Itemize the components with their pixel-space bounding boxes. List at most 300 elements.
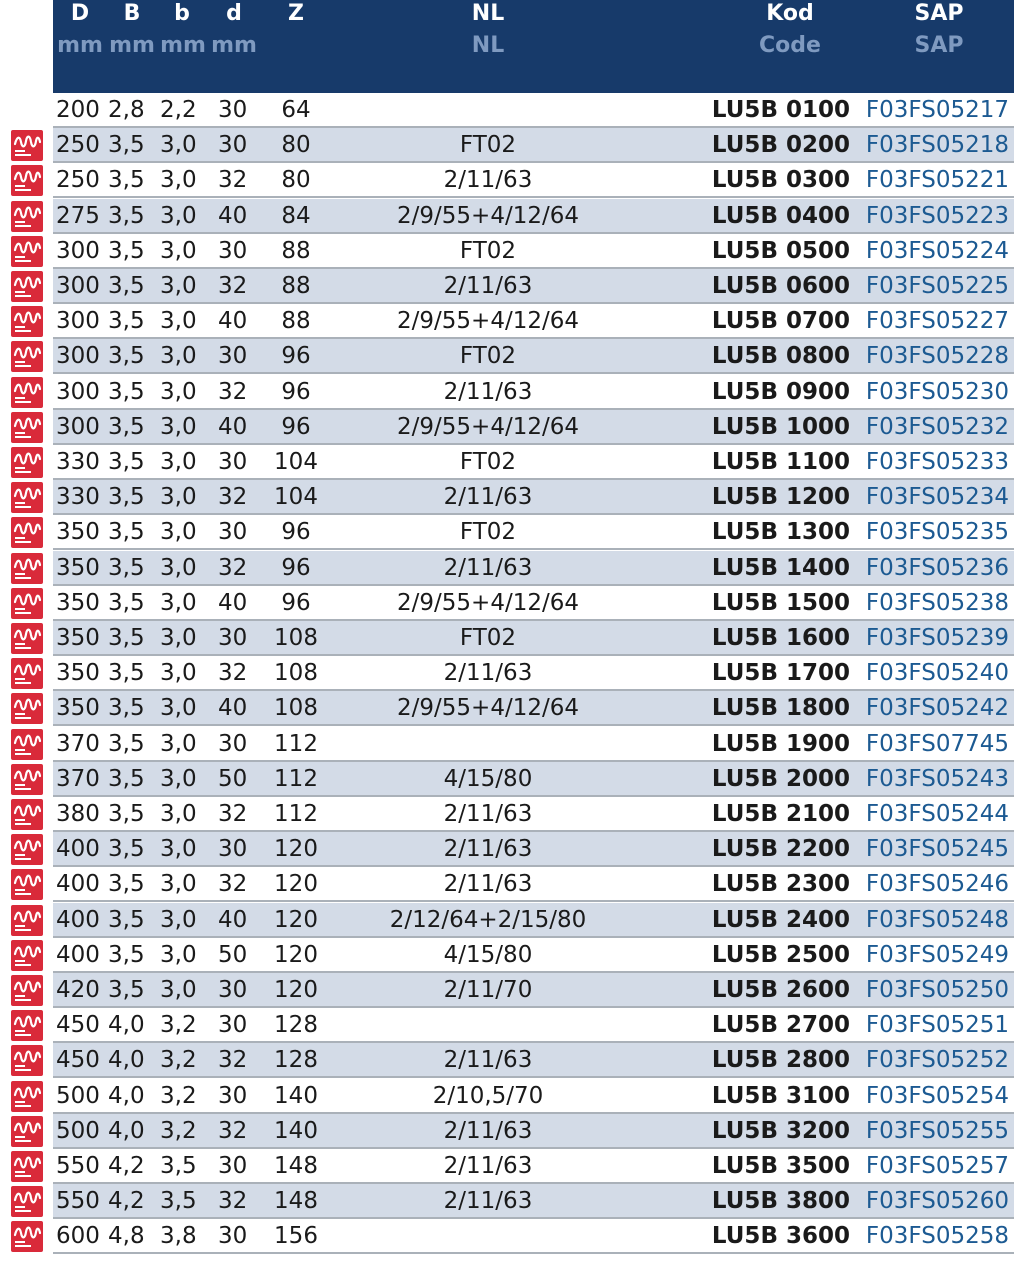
teeth-cell: 108 bbox=[274, 625, 318, 651]
anti-vibration-wave-icon bbox=[11, 517, 43, 548]
anti-vibration-wave-icon bbox=[11, 1186, 43, 1217]
body-thickness-cell: 3,0 bbox=[160, 554, 197, 581]
body-thickness-cell: 3,0 bbox=[160, 906, 197, 933]
anti-vibration-wave-icon bbox=[11, 201, 43, 232]
teeth-cell: 112 bbox=[274, 730, 318, 757]
code-cell: LU5B 3800 bbox=[711, 1188, 850, 1215]
table-row bbox=[53, 551, 1014, 586]
teeth-cell: 80 bbox=[281, 167, 311, 194]
code-cell: LU5B 2300 bbox=[711, 871, 850, 898]
bore-cell: 32 bbox=[218, 378, 248, 405]
bore-cell: 32 bbox=[218, 1047, 248, 1074]
anti-vibration-wave-icon bbox=[11, 975, 43, 1006]
pinholes-cell: 2/11/70 bbox=[443, 977, 533, 1003]
sap-cell: F03FS05257 bbox=[865, 1153, 1009, 1179]
body-thickness-cell: 3,0 bbox=[160, 765, 197, 792]
pinholes-cell: 2/11/63 bbox=[443, 1188, 533, 1215]
diameter-cell: 330 bbox=[56, 484, 100, 511]
table-row bbox=[53, 586, 1014, 621]
width-cell: 2,8 bbox=[108, 97, 145, 123]
bore-cell: 30 bbox=[218, 97, 248, 123]
width-cell: 4,0 bbox=[108, 1012, 145, 1039]
header-label-D: D bbox=[70, 1, 90, 26]
sap-cell: F03FS05224 bbox=[865, 237, 1009, 264]
body-thickness-cell: 3,2 bbox=[160, 1082, 197, 1109]
header-label-B: B bbox=[123, 1, 141, 26]
teeth-cell: 120 bbox=[274, 906, 318, 933]
sap-cell: F03FS05236 bbox=[865, 554, 1009, 581]
code-cell: LU5B 3100 bbox=[711, 1082, 850, 1109]
sap-cell: F03FS05239 bbox=[865, 625, 1009, 651]
sap-cell: F03FS05238 bbox=[865, 589, 1009, 616]
body-thickness-cell: 3,0 bbox=[160, 132, 197, 159]
pinholes-cell: 2/11/63 bbox=[443, 273, 533, 299]
diameter-cell: 400 bbox=[56, 836, 100, 863]
table-row bbox=[53, 1149, 1014, 1184]
teeth-cell: 88 bbox=[281, 237, 311, 264]
sap-cell: F03FS05243 bbox=[865, 765, 1009, 792]
code-cell: LU5B 2000 bbox=[711, 765, 850, 792]
diameter-cell: 380 bbox=[56, 801, 100, 827]
code-cell: LU5B 1400 bbox=[711, 554, 850, 581]
table-row bbox=[53, 1114, 1014, 1149]
diameter-cell: 250 bbox=[56, 132, 100, 159]
bore-cell: 40 bbox=[218, 413, 248, 440]
width-cell: 3,5 bbox=[108, 413, 145, 440]
code-cell: LU5B 2700 bbox=[711, 1012, 850, 1039]
row-divider bbox=[53, 1252, 1014, 1254]
bore-cell: 32 bbox=[218, 660, 248, 687]
anti-vibration-wave-icon bbox=[11, 447, 43, 478]
teeth-cell: 120 bbox=[274, 871, 318, 898]
anti-vibration-wave-icon bbox=[11, 1116, 43, 1147]
code-cell: LU5B 3600 bbox=[711, 1223, 850, 1250]
bore-cell: 30 bbox=[218, 237, 248, 264]
bore-cell: 40 bbox=[218, 695, 248, 722]
pinholes-cell: FT02 bbox=[459, 343, 517, 370]
body-thickness-cell: 3,0 bbox=[160, 343, 197, 370]
header-label-b: b bbox=[174, 1, 190, 26]
sap-cell: F03FS05246 bbox=[865, 871, 1009, 898]
sap-cell: F03FS05233 bbox=[865, 449, 1009, 475]
anti-vibration-wave-icon bbox=[11, 1081, 43, 1112]
pinholes-cell bbox=[353, 1008, 623, 1043]
pinholes-cell: 2/9/55+4/12/64 bbox=[397, 308, 579, 335]
bore-cell: 30 bbox=[218, 449, 248, 475]
code-cell: LU5B 0700 bbox=[711, 308, 850, 335]
table-row bbox=[53, 1043, 1014, 1078]
sap-cell: F03FS05218 bbox=[865, 132, 1009, 159]
bore-cell: 40 bbox=[218, 202, 248, 229]
code-cell: LU5B 3500 bbox=[711, 1153, 850, 1179]
sap-cell: F03FS05258 bbox=[865, 1223, 1009, 1250]
width-cell: 4,0 bbox=[108, 1082, 145, 1109]
body-thickness-cell: 3,0 bbox=[160, 449, 197, 475]
diameter-cell: 300 bbox=[56, 343, 100, 370]
body-thickness-cell: 3,0 bbox=[160, 589, 197, 616]
code-cell: LU5B 3200 bbox=[711, 1117, 850, 1144]
width-cell: 3,5 bbox=[108, 378, 145, 405]
table-row bbox=[53, 410, 1014, 445]
header-label-kod: Kod bbox=[766, 1, 814, 26]
teeth-cell: 148 bbox=[274, 1188, 318, 1215]
table-row bbox=[53, 375, 1014, 410]
code-cell: LU5B 0800 bbox=[711, 343, 850, 370]
table-row bbox=[53, 797, 1014, 832]
bore-cell: 32 bbox=[218, 801, 248, 827]
code-cell: LU5B 0400 bbox=[711, 202, 850, 229]
diameter-cell: 600 bbox=[56, 1223, 100, 1250]
diameter-cell: 330 bbox=[56, 449, 100, 475]
code-cell: LU5B 1900 bbox=[711, 730, 850, 757]
teeth-cell: 108 bbox=[274, 660, 318, 687]
width-cell: 3,5 bbox=[108, 695, 145, 722]
body-thickness-cell: 3,0 bbox=[160, 202, 197, 229]
table-row bbox=[53, 621, 1014, 656]
sap-cell: F03FS05217 bbox=[865, 97, 1009, 123]
code-cell: LU5B 1000 bbox=[711, 413, 850, 440]
pinholes-cell bbox=[353, 1219, 623, 1254]
teeth-cell: 96 bbox=[281, 589, 311, 616]
sap-cell: F03FS05232 bbox=[865, 413, 1009, 440]
header-unit-D: mm bbox=[57, 33, 103, 58]
diameter-cell: 400 bbox=[56, 871, 100, 898]
code-cell: LU5B 1300 bbox=[711, 519, 850, 546]
body-thickness-cell: 3,0 bbox=[160, 625, 197, 651]
diameter-cell: 275 bbox=[56, 202, 100, 229]
body-thickness-cell: 2,2 bbox=[160, 97, 197, 123]
teeth-cell: 128 bbox=[274, 1047, 318, 1074]
bore-cell: 32 bbox=[218, 1188, 248, 1215]
width-cell: 3,5 bbox=[108, 167, 145, 194]
sap-cell: F03FS05251 bbox=[865, 1012, 1009, 1039]
diameter-cell: 420 bbox=[56, 977, 100, 1003]
bore-cell: 40 bbox=[218, 589, 248, 616]
diameter-cell: 550 bbox=[56, 1188, 100, 1215]
sap-cell: F03FS05244 bbox=[865, 801, 1009, 827]
teeth-cell: 148 bbox=[274, 1153, 318, 1179]
pinholes-cell: 2/11/63 bbox=[443, 836, 533, 863]
anti-vibration-wave-icon bbox=[11, 905, 43, 936]
anti-vibration-wave-icon bbox=[11, 1151, 43, 1182]
code-cell: LU5B 0500 bbox=[711, 237, 850, 264]
bore-cell: 30 bbox=[218, 343, 248, 370]
diameter-cell: 450 bbox=[56, 1012, 100, 1039]
table-row bbox=[53, 1079, 1014, 1114]
header-unit-b: mm bbox=[160, 33, 206, 58]
bore-cell: 30 bbox=[218, 1082, 248, 1109]
bore-cell: 32 bbox=[218, 554, 248, 581]
width-cell: 4,2 bbox=[108, 1153, 145, 1179]
anti-vibration-wave-icon bbox=[11, 306, 43, 337]
pinholes-cell: 2/11/63 bbox=[443, 1117, 533, 1144]
diameter-cell: 350 bbox=[56, 660, 100, 687]
pinholes-cell: 2/9/55+4/12/64 bbox=[397, 413, 579, 440]
width-cell: 3,5 bbox=[108, 836, 145, 863]
width-cell: 3,5 bbox=[108, 871, 145, 898]
width-cell: 3,5 bbox=[108, 202, 145, 229]
sap-cell: F03FS05225 bbox=[865, 273, 1009, 299]
code-cell: LU5B 2400 bbox=[711, 906, 850, 933]
code-cell: LU5B 1200 bbox=[711, 484, 850, 511]
body-thickness-cell: 3,0 bbox=[160, 941, 197, 968]
diameter-cell: 350 bbox=[56, 554, 100, 581]
teeth-cell: 96 bbox=[281, 378, 311, 405]
sap-cell: F03FS05228 bbox=[865, 343, 1009, 370]
diameter-cell: 500 bbox=[56, 1082, 100, 1109]
bore-cell: 32 bbox=[218, 167, 248, 194]
pinholes-cell: FT02 bbox=[459, 449, 517, 475]
body-thickness-cell: 3,2 bbox=[160, 1117, 197, 1144]
width-cell: 3,5 bbox=[108, 237, 145, 264]
bore-cell: 30 bbox=[218, 836, 248, 863]
anti-vibration-wave-icon bbox=[11, 271, 43, 302]
body-thickness-cell: 3,0 bbox=[160, 308, 197, 335]
body-thickness-cell: 3,0 bbox=[160, 695, 197, 722]
pinholes-cell bbox=[353, 93, 623, 128]
bore-cell: 40 bbox=[218, 308, 248, 335]
width-cell: 4,0 bbox=[108, 1047, 145, 1074]
table-row bbox=[53, 128, 1014, 163]
anti-vibration-wave-icon bbox=[11, 165, 43, 196]
table-row bbox=[53, 445, 1014, 480]
table-row bbox=[53, 973, 1014, 1008]
pinholes-cell bbox=[353, 727, 623, 762]
table-row bbox=[53, 656, 1014, 691]
table-row bbox=[53, 339, 1014, 374]
diameter-cell: 550 bbox=[56, 1153, 100, 1179]
body-thickness-cell: 3,5 bbox=[160, 1188, 197, 1215]
sap-cell: F03FS05242 bbox=[865, 695, 1009, 722]
width-cell: 3,5 bbox=[108, 343, 145, 370]
bore-cell: 30 bbox=[218, 730, 248, 757]
anti-vibration-wave-icon bbox=[11, 236, 43, 267]
teeth-cell: 120 bbox=[274, 977, 318, 1003]
sap-cell: F03FS05227 bbox=[865, 308, 1009, 335]
teeth-cell: 80 bbox=[281, 132, 311, 159]
pinholes-cell: FT02 bbox=[459, 519, 517, 546]
table-row bbox=[53, 163, 1014, 198]
width-cell: 4,8 bbox=[108, 1223, 145, 1250]
width-cell: 3,5 bbox=[108, 660, 145, 687]
body-thickness-cell: 3,0 bbox=[160, 871, 197, 898]
teeth-cell: 88 bbox=[281, 273, 311, 299]
bore-cell: 32 bbox=[218, 1117, 248, 1144]
pinholes-cell: 2/11/63 bbox=[443, 378, 533, 405]
table-row bbox=[53, 1008, 1014, 1043]
bore-cell: 40 bbox=[218, 906, 248, 933]
header-sub-sap: SAP bbox=[914, 33, 964, 58]
sap-cell: F03FS05221 bbox=[865, 167, 1009, 194]
code-cell: LU5B 2100 bbox=[711, 801, 850, 827]
pinholes-cell: 2/12/64+2/15/80 bbox=[389, 906, 587, 933]
bore-cell: 30 bbox=[218, 1223, 248, 1250]
header-unit-B: mm bbox=[109, 33, 155, 58]
diameter-cell: 350 bbox=[56, 519, 100, 546]
width-cell: 3,5 bbox=[108, 519, 145, 546]
diameter-cell: 370 bbox=[56, 765, 100, 792]
pinholes-cell: 2/9/55+4/12/64 bbox=[397, 202, 579, 229]
header-label-sap: SAP bbox=[914, 1, 964, 26]
pinholes-cell: 2/11/63 bbox=[443, 484, 533, 511]
teeth-cell: 140 bbox=[274, 1117, 318, 1144]
anti-vibration-wave-icon bbox=[11, 588, 43, 619]
sap-cell: F03FS05249 bbox=[865, 941, 1009, 968]
table-row bbox=[53, 480, 1014, 515]
sap-cell: F03FS05234 bbox=[865, 484, 1009, 511]
table-row bbox=[53, 1184, 1014, 1219]
sap-cell: F03FS05240 bbox=[865, 660, 1009, 687]
anti-vibration-wave-icon bbox=[11, 1045, 43, 1076]
anti-vibration-wave-icon bbox=[11, 940, 43, 971]
body-thickness-cell: 3,0 bbox=[160, 484, 197, 511]
anti-vibration-wave-icon bbox=[11, 623, 43, 654]
anti-vibration-wave-icon bbox=[11, 377, 43, 408]
pinholes-cell: 2/11/63 bbox=[443, 871, 533, 898]
bore-cell: 32 bbox=[218, 871, 248, 898]
body-thickness-cell: 3,0 bbox=[160, 378, 197, 405]
bore-cell: 30 bbox=[218, 1012, 248, 1039]
pinholes-cell: FT02 bbox=[459, 237, 517, 264]
sap-cell: F03FS07745 bbox=[865, 730, 1009, 757]
table-row bbox=[53, 515, 1014, 550]
diameter-cell: 250 bbox=[56, 167, 100, 194]
teeth-cell: 96 bbox=[281, 554, 311, 581]
body-thickness-cell: 3,0 bbox=[160, 801, 197, 827]
sap-cell: F03FS05255 bbox=[865, 1117, 1009, 1144]
code-cell: LU5B 0600 bbox=[711, 273, 850, 299]
diameter-cell: 300 bbox=[56, 378, 100, 405]
diameter-cell: 500 bbox=[56, 1117, 100, 1144]
pinholes-cell: 2/11/63 bbox=[443, 801, 533, 827]
table-row bbox=[53, 199, 1014, 234]
bore-cell: 30 bbox=[218, 132, 248, 159]
pinholes-cell: 2/11/63 bbox=[443, 1047, 533, 1074]
code-cell: LU5B 0200 bbox=[711, 132, 850, 159]
body-thickness-cell: 3,2 bbox=[160, 1047, 197, 1074]
code-cell: LU5B 1500 bbox=[711, 589, 850, 616]
code-cell: LU5B 0100 bbox=[711, 97, 850, 123]
diameter-cell: 370 bbox=[56, 730, 100, 757]
diameter-cell: 300 bbox=[56, 273, 100, 299]
diameter-cell: 350 bbox=[56, 625, 100, 651]
teeth-cell: 128 bbox=[274, 1012, 318, 1039]
anti-vibration-wave-icon bbox=[11, 869, 43, 900]
width-cell: 4,2 bbox=[108, 1188, 145, 1215]
teeth-cell: 140 bbox=[274, 1082, 318, 1109]
body-thickness-cell: 3,2 bbox=[160, 1012, 197, 1039]
anti-vibration-wave-icon bbox=[11, 130, 43, 161]
width-cell: 3,5 bbox=[108, 941, 145, 968]
bore-cell: 32 bbox=[218, 273, 248, 299]
code-cell: LU5B 0300 bbox=[711, 167, 850, 194]
sap-cell: F03FS05248 bbox=[865, 906, 1009, 933]
width-cell: 3,5 bbox=[108, 730, 145, 757]
diameter-cell: 350 bbox=[56, 695, 100, 722]
teeth-cell: 96 bbox=[281, 519, 311, 546]
pinholes-cell: 4/15/80 bbox=[443, 765, 533, 792]
pinholes-cell: 2/11/63 bbox=[443, 1153, 533, 1179]
bore-cell: 30 bbox=[218, 519, 248, 546]
width-cell: 3,5 bbox=[108, 273, 145, 299]
width-cell: 3,5 bbox=[108, 625, 145, 651]
table-header bbox=[53, 0, 1014, 93]
teeth-cell: 108 bbox=[274, 695, 318, 722]
table-row bbox=[53, 269, 1014, 304]
width-cell: 4,0 bbox=[108, 1117, 145, 1144]
bore-cell: 50 bbox=[218, 765, 248, 792]
sap-cell: F03FS05260 bbox=[865, 1188, 1009, 1215]
diameter-cell: 350 bbox=[56, 589, 100, 616]
teeth-cell: 64 bbox=[281, 97, 311, 123]
anti-vibration-wave-icon bbox=[11, 341, 43, 372]
diameter-cell: 400 bbox=[56, 941, 100, 968]
table-row bbox=[53, 727, 1014, 762]
bore-cell: 32 bbox=[218, 484, 248, 511]
table-row bbox=[53, 762, 1014, 797]
diameter-cell: 300 bbox=[56, 237, 100, 264]
sap-cell: F03FS05230 bbox=[865, 378, 1009, 405]
diameter-cell: 400 bbox=[56, 906, 100, 933]
pinholes-cell: 2/9/55+4/12/64 bbox=[397, 589, 579, 616]
code-cell: LU5B 0900 bbox=[711, 378, 850, 405]
code-cell: LU5B 1800 bbox=[711, 695, 850, 722]
anti-vibration-wave-icon bbox=[11, 799, 43, 830]
sap-cell: F03FS05254 bbox=[865, 1082, 1009, 1109]
anti-vibration-wave-icon bbox=[11, 482, 43, 513]
width-cell: 3,5 bbox=[108, 765, 145, 792]
body-thickness-cell: 3,0 bbox=[160, 273, 197, 299]
sap-cell: F03FS05245 bbox=[865, 836, 1009, 863]
code-cell: LU5B 2500 bbox=[711, 941, 850, 968]
teeth-cell: 156 bbox=[274, 1223, 318, 1250]
table-row bbox=[53, 1219, 1014, 1254]
width-cell: 3,5 bbox=[108, 554, 145, 581]
pinholes-cell: 2/11/63 bbox=[443, 660, 533, 687]
teeth-cell: 112 bbox=[274, 801, 318, 827]
body-thickness-cell: 3,0 bbox=[160, 730, 197, 757]
width-cell: 3,5 bbox=[108, 132, 145, 159]
bore-cell: 50 bbox=[218, 941, 248, 968]
diameter-cell: 200 bbox=[56, 97, 100, 123]
width-cell: 3,5 bbox=[108, 484, 145, 511]
teeth-cell: 96 bbox=[281, 413, 311, 440]
table-row bbox=[53, 234, 1014, 269]
body-thickness-cell: 3,0 bbox=[160, 413, 197, 440]
body-thickness-cell: 3,0 bbox=[160, 836, 197, 863]
anti-vibration-wave-icon bbox=[11, 1221, 43, 1252]
diameter-cell: 300 bbox=[56, 308, 100, 335]
sap-cell: F03FS05252 bbox=[865, 1047, 1009, 1074]
table-row bbox=[53, 304, 1014, 339]
teeth-cell: 84 bbox=[281, 202, 311, 229]
pinholes-cell: 2/11/63 bbox=[443, 167, 533, 194]
header-unit-d: mm bbox=[211, 33, 257, 58]
anti-vibration-wave-icon bbox=[11, 834, 43, 865]
width-cell: 3,5 bbox=[108, 906, 145, 933]
diameter-cell: 450 bbox=[56, 1047, 100, 1074]
code-cell: LU5B 1100 bbox=[711, 449, 850, 475]
teeth-cell: 112 bbox=[274, 765, 318, 792]
anti-vibration-wave-icon bbox=[11, 729, 43, 760]
anti-vibration-wave-icon bbox=[11, 658, 43, 689]
code-cell: LU5B 2200 bbox=[711, 836, 850, 863]
body-thickness-cell: 3,0 bbox=[160, 519, 197, 546]
table-row bbox=[53, 93, 1014, 128]
anti-vibration-wave-icon bbox=[11, 412, 43, 443]
table-row bbox=[53, 903, 1014, 938]
width-cell: 3,5 bbox=[108, 977, 145, 1003]
